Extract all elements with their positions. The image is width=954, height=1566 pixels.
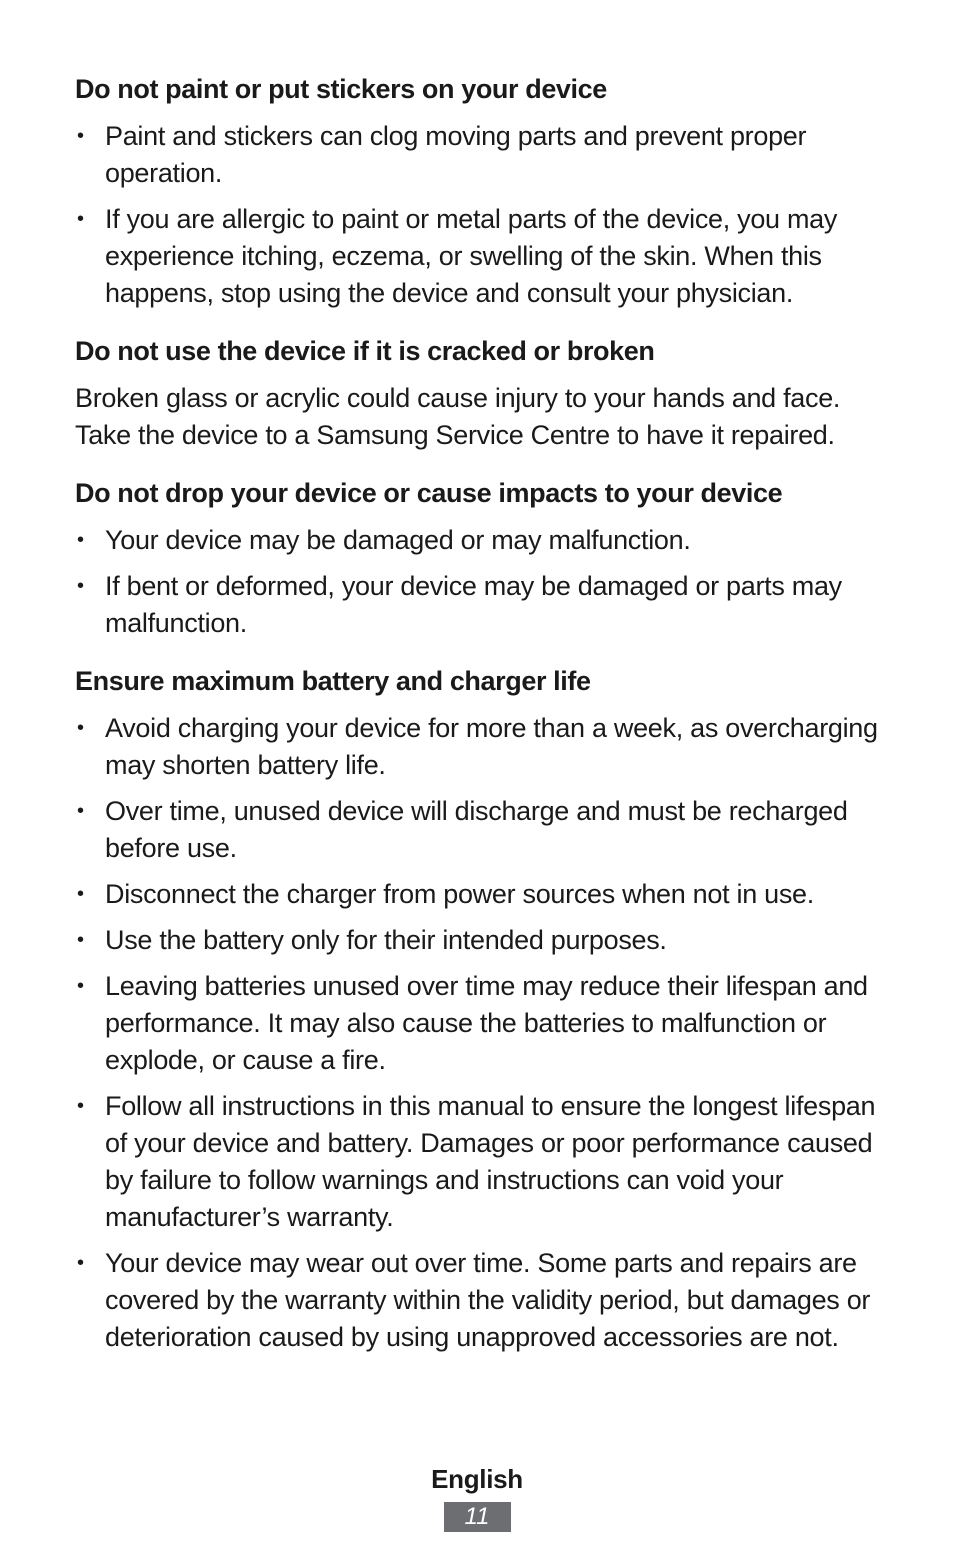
bullet-icon: • xyxy=(77,125,84,147)
list-item xyxy=(75,876,885,913)
list-item-text: Disconnect the charger from power sources when not in use. xyxy=(105,879,814,909)
list-item xyxy=(75,1245,885,1356)
section-drop-impacts xyxy=(75,474,885,642)
list-item xyxy=(75,201,885,312)
list-item xyxy=(75,522,885,559)
section-heading: Do not paint or put stickers on your device xyxy=(75,74,607,104)
page-number: 11 xyxy=(444,1502,511,1532)
list-item xyxy=(75,568,885,642)
list-item xyxy=(75,793,885,867)
list-item-text: Use the battery only for their intended purposes. xyxy=(105,925,667,955)
list-item-text: Your device may wear out over time. Some parts and repairs are covered by the warranty within the validity period, but damages or deterioration caused by using unapproved accessories are not. xyxy=(105,1248,871,1352)
list-item-text: Over time, unused device will discharge and must be recharged before use. xyxy=(105,796,848,863)
bullet-icon: • xyxy=(77,883,84,905)
list-item-text: Your device may be damaged or may malfunction. xyxy=(105,525,691,555)
bullet-list xyxy=(75,522,885,642)
page-footer xyxy=(0,1462,954,1532)
section-battery-charger-life xyxy=(75,662,885,1356)
bullet-icon: • xyxy=(77,208,84,230)
list-item-text: If you are allergic to paint or metal parts of the device, you may experience itching, eczema, or swelling of the skin. When this happens, stop using the device and consult your physician. xyxy=(105,204,838,308)
footer-language: English xyxy=(431,1464,523,1494)
bullet-icon: • xyxy=(77,975,84,997)
page-content xyxy=(75,70,885,1376)
list-item xyxy=(75,1088,885,1236)
bullet-list xyxy=(75,118,885,312)
section-cracked-broken xyxy=(75,332,885,454)
list-item-text: Leaving batteries unused over time may reduce their lifespan and performance. It may also cause the batteries to malfunction or explode, or cause a fire. xyxy=(105,971,868,1075)
bullet-list xyxy=(75,710,885,1356)
list-item xyxy=(75,710,885,784)
bullet-icon: • xyxy=(77,1095,84,1117)
bullet-icon: • xyxy=(77,1252,84,1274)
bullet-icon: • xyxy=(77,529,84,551)
section-paint-stickers xyxy=(75,70,885,312)
list-item-text: Avoid charging your device for more than a week, as overcharging may shorten battery life. xyxy=(105,713,878,780)
section-heading: Ensure maximum battery and charger life xyxy=(75,666,591,696)
section-paragraph: Broken glass or acrylic could cause injury to your hands and face. Take the device to a Samsung Service Centre to have it repaired. xyxy=(75,383,841,450)
list-item-text: Paint and stickers can clog moving parts and prevent proper operation. xyxy=(105,121,807,188)
list-item-text: If bent or deformed, your device may be damaged or parts may malfunction. xyxy=(105,571,842,638)
bullet-icon: • xyxy=(77,800,84,822)
section-heading: Do not drop your device or cause impacts to your device xyxy=(75,478,783,508)
list-item-text: Follow all instructions in this manual to ensure the longest lifespan of your device and battery. Damages or poor performance caused by failure to follow warnings and instructions can void your manufacturer’s warranty. xyxy=(105,1091,876,1232)
list-item xyxy=(75,922,885,959)
list-item xyxy=(75,968,885,1079)
bullet-icon: • xyxy=(77,929,84,951)
bullet-icon: • xyxy=(77,575,84,597)
section-heading: Do not use the device if it is cracked or broken xyxy=(75,336,655,366)
bullet-icon: • xyxy=(77,717,84,739)
list-item xyxy=(75,118,885,192)
